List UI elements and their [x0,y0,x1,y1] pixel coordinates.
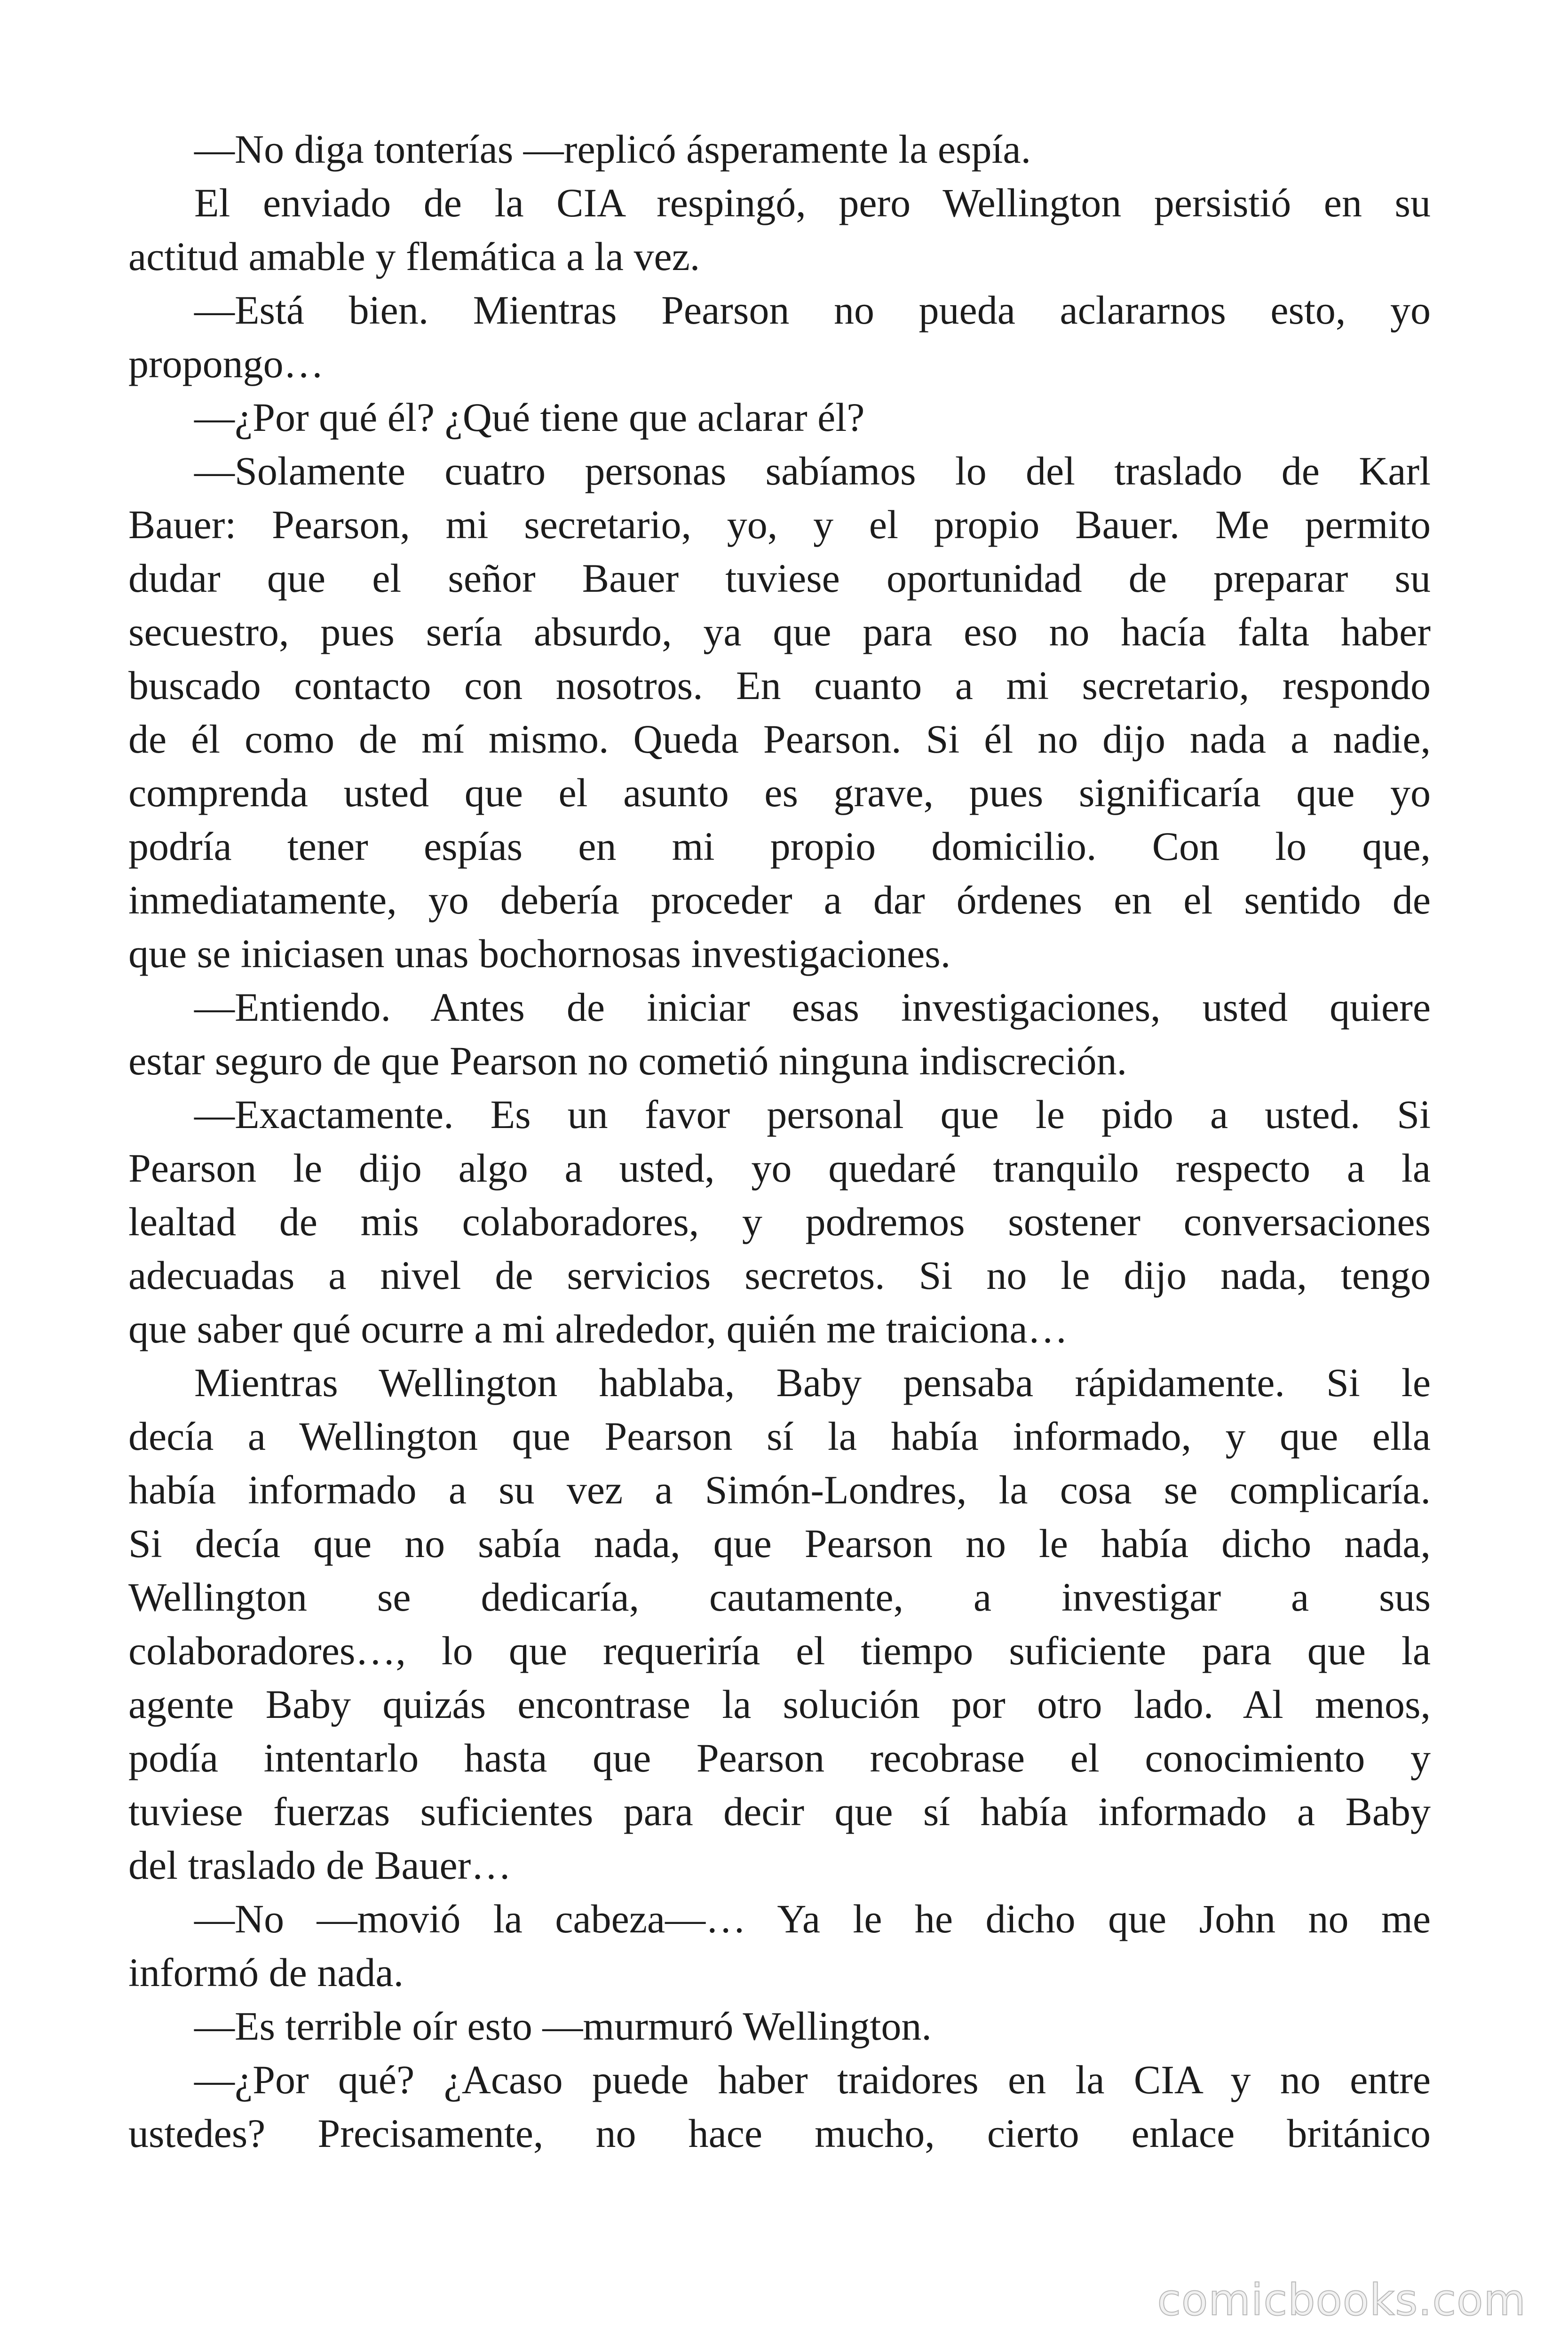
text-line: que saber qué ocurre a mi alrededor, quién me traiciona… [128,1306,1068,1351]
paragraph [128,1999,1431,2053]
text-line: del traslado de Bauer… [128,1843,512,1888]
text-line: lealtad de mis colaboradores, y podremos sostener conversaciones [128,1199,1431,1244]
text-line: —Entiendo. Antes de iniciar esas investigaciones, usted quiere [194,985,1431,1030]
paragraph [128,1892,1431,1999]
text-line: tuviese fuerzas suficientes para decir que sí había informado a Baby [128,1789,1431,1834]
text-line: ustedes? Precisamente, no hace mucho, cierto enlace británico [128,2111,1431,2156]
text-line: agente Baby quizás encontrase la solución por otro lado. Al menos, [128,1682,1431,1727]
text-line: podría tener espías en mi propio domicilio. Con lo que, [128,824,1431,869]
text-line: —No —movió la cabeza—… Ya le he dicho que John no me [194,1896,1431,1941]
text-line: dudar que el señor Bauer tuviese oportunidad de preparar su [128,556,1431,601]
paragraph [128,1356,1431,1892]
text-line: —¿Por qué él? ¿Qué tiene que aclarar él? [194,395,865,440]
text-line: había informado a su vez a Simón-Londres, la cosa se complicaría. [128,1467,1431,1512]
text-line: —No diga tonterías —replicó ásperamente la espía. [194,127,1031,172]
text-line: Si decía que no sabía nada, que Pearson no le había dicho nada, [128,1521,1431,1566]
watermark: comicbooks.com [1157,2275,1526,2325]
text-line: —Exactamente. Es un favor personal que le pido a usted. Si [194,1092,1431,1137]
text-line: Pearson le dijo algo a usted, yo quedaré tranquilo respecto a la [128,1145,1431,1191]
text-line: comprenda usted que el asunto es grave, pues significaría que yo [128,770,1431,815]
paragraph [128,122,1431,176]
paragraph [128,1088,1431,1356]
text-line: buscado contacto con nosotros. En cuanto a mi secretario, respondo [128,663,1431,708]
text-line: —Solamente cuatro personas sabíamos lo del traslado de Karl [194,448,1431,493]
paragraph [128,980,1431,1088]
paragraph [128,283,1431,390]
text-line: decía a Wellington que Pearson sí la había informado, y que ella [128,1414,1431,1459]
paragraph [128,2053,1431,2160]
paragraph [128,176,1431,283]
text-line: actitud amable y flemática a la vez. [128,234,700,279]
text-line: de él como de mí mismo. Queda Pearson. Si él no dijo nada a nadie, [128,716,1431,762]
text-line: Mientras Wellington hablaba, Baby pensaba rápidamente. Si le [194,1360,1431,1405]
text-line: secuestro, pues sería absurdo, ya que para eso no hacía falta haber [128,609,1431,654]
page-text [128,122,1431,2160]
paragraph [128,390,1431,444]
text-line: —¿Por qué? ¿Acaso puede haber traidores en la CIA y no entre [194,2057,1431,2102]
text-line: colaboradores…, lo que requeriría el tiempo suficiente para que la [128,1628,1431,1673]
paragraph [128,444,1431,980]
text-line: estar seguro de que Pearson no cometió ninguna indiscreción. [128,1038,1127,1083]
text-line: que se iniciasen unas bochornosas investigaciones. [128,931,951,976]
text-line: —Está bien. Mientras Pearson no pueda aclararnos esto, yo [194,287,1431,333]
text-line: propongo… [128,341,324,386]
text-line: adecuadas a nivel de servicios secretos. Si no le dijo nada, tengo [128,1253,1431,1298]
text-line: —Es terrible oír esto —murmuró Wellington. [194,2003,932,2049]
text-line: podía intentarlo hasta que Pearson recobrase el conocimiento y [128,1735,1431,1780]
text-line: El enviado de la CIA respingó, pero Wellington persistió en su [194,180,1431,225]
text-line: Bauer: Pearson, mi secretario, yo, y el propio Bauer. Me permito [128,502,1431,547]
text-line: informó de nada. [128,1950,404,1995]
text-line: Wellington se dedicaría, cautamente, a investigar a sus [128,1574,1431,1620]
text-line: inmediatamente, yo debería proceder a dar órdenes en el sentido de [128,877,1431,922]
